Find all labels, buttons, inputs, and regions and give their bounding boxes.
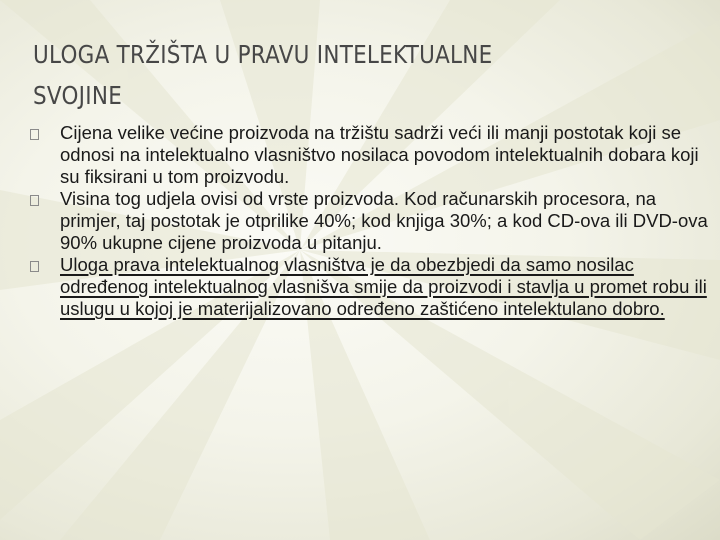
bullet-text: Cijena velike većine proizvoda na tržištu sadrži veći ili manji postotak koji se odnosi na intelektualno vlasništvo nosilaca povodom intelektualnih dobara koji su fiksirani u tom proizvodu. [60, 122, 699, 187]
square-bullet-icon [30, 195, 39, 206]
bullet-list [30, 122, 710, 320]
bullet-item [30, 122, 710, 188]
bullet-item[interactable] [30, 254, 710, 320]
bullet-item [30, 188, 710, 254]
square-bullet-icon [30, 261, 39, 272]
bullet-link-text[interactable]: Uloga prava intelektualnog vlasništva je da obezbjedi da samo nosilac određenog intelektualnog vlasnišva smije da proizvodi i stavlja u promet robu ili uslugu u kojoj je materijalizovano određeno zaštićeno intelektulano dobro. [60, 254, 707, 319]
slide-title: ULOGA TRŽIŠTA U PRAVU INTELEKTUALNE SVOJINE [33, 40, 493, 110]
square-bullet-icon [30, 129, 39, 140]
bullet-text: Visina tog udjela ovisi od vrste proizvoda. Kod računarskih procesora, na primjer, taj postotak je otprilike 40%; kod knjiga 30%; a kod CD-ova ili DVD-ova 90% ukupne cijene proizvoda u pitanju. [60, 188, 708, 253]
